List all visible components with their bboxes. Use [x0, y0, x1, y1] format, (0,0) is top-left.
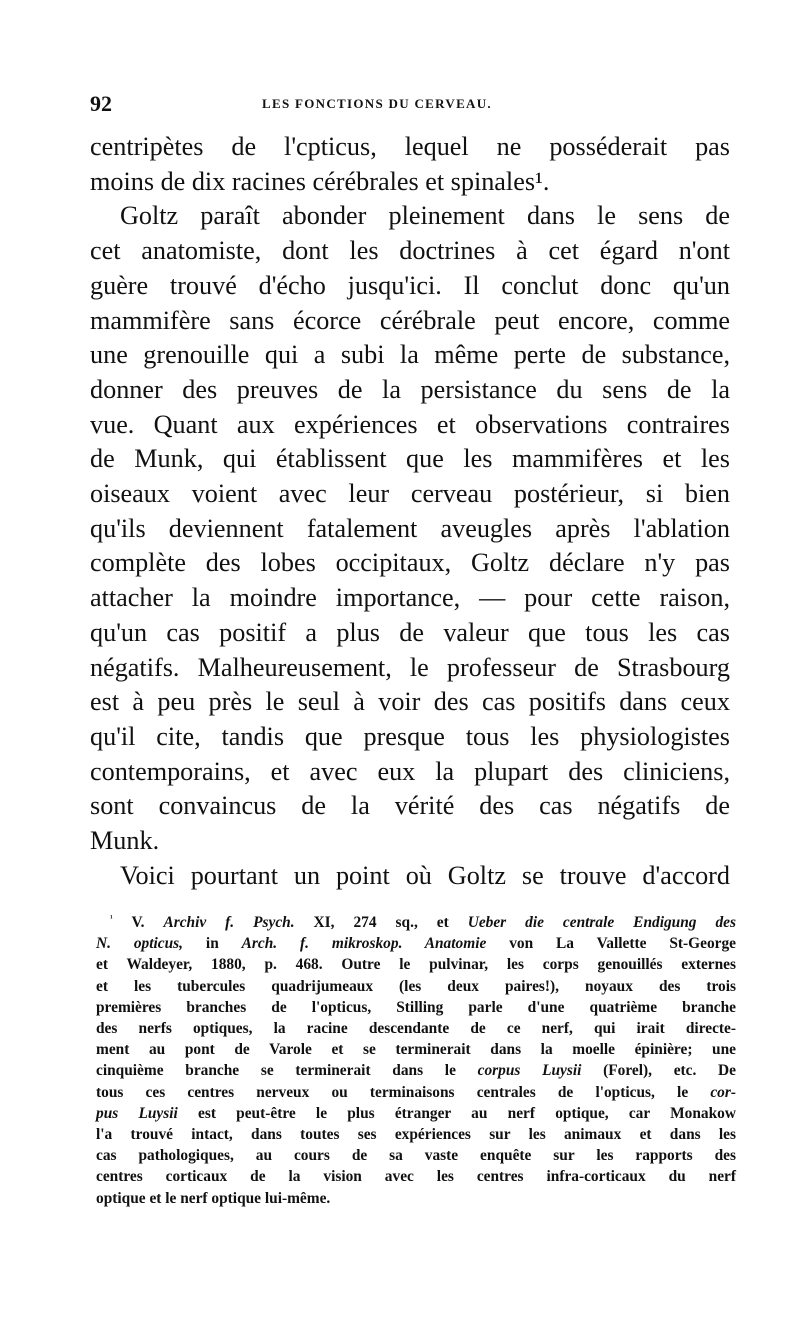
page-header — [90, 92, 726, 116]
body-text — [90, 130, 730, 893]
running-title: LES FONCTIONS DU CERVEAU. — [262, 96, 492, 111]
text-line: contemporains, et avec eux la plupart des cliniciens, — [90, 756, 730, 786]
text-line: est à peu près le seul à voir des cas positifs dans ceux — [90, 687, 730, 717]
text-line: complète des lobes occipitaux, Goltz déclare n'y pas — [90, 548, 730, 578]
footnote-line: optique et le nerf optique lui-même. — [96, 1189, 331, 1207]
text-line: mammifère sans écorce cérébrale peut encore, comme — [90, 305, 730, 335]
footnote-line: des nerfs optiques, la racine descendante de ce nerf, qui irait directe- — [96, 1020, 736, 1038]
text-line: qu'un cas positif a plus de valeur que tous les cas — [90, 617, 730, 647]
text-line: Voici pourtant un point où Goltz se trouve d'accord — [120, 860, 730, 890]
text-line: Munk. — [90, 826, 160, 856]
footnote-line: centres corticaux de la vision avec les centres infra-corticaux du nerf — [96, 1168, 736, 1186]
footnote-line: premières branches de l'opticus, Stilling parle d'une quatrième branche — [96, 998, 736, 1016]
footnote-line: et les tubercules quadrijumeaux (les deux paires!), noyaux des trois — [96, 977, 736, 995]
footnote-line: cinquième branche se terminerait dans le corpus Luysii (Forel), etc. De — [96, 1062, 736, 1080]
text-line: de Munk, qui établissent que les mammifères et les — [90, 444, 730, 474]
text-line: attacher la moindre importance, — pour cette raison, — [90, 583, 730, 613]
footnote-marker: ¹ — [110, 912, 113, 923]
text-line: qu'il cite, tandis que presque tous les physiologistes — [90, 721, 730, 751]
footnote-line: tous ces centres nerveux ou terminaisons centrales de l'opticus, le cor- — [96, 1083, 736, 1101]
text-line: cet anatomiste, dont les doctrines à cet égard n'ont — [90, 236, 730, 266]
footnote-line: et Waldeyer, 1880, p. 468. Outre le pulvinar, les corps genouillés externes — [96, 956, 736, 974]
text-line: Goltz paraît abonder pleinement dans le sens de — [120, 201, 730, 231]
text-line: moins de dix racines cérébrales et spinales¹. — [90, 166, 550, 196]
footnote-line: ment au pont de Varole et se terminerait dans la moelle épinière; une — [96, 1041, 736, 1059]
footnote-line: pus Luysii est peut-être le plus étranger au nerf optique, car Monakow — [96, 1104, 736, 1122]
text-line: oiseaux voient avec leur cerveau postérieur, si bien — [90, 479, 730, 509]
text-line: centripètes de l'cpticus, lequel ne posséderait pas — [90, 132, 730, 161]
text-line: sont convaincus de la vérité des cas négatifs de — [90, 791, 730, 821]
text-line: qu'ils deviennent fatalement aveugles après l'ablation — [90, 513, 730, 543]
text-line: donner des preuves de la persistance du sens de la — [90, 374, 730, 404]
page-number: 92 — [90, 91, 112, 116]
footnote-line: l'a trouvé intact, dans toutes ses expériences sur les animaux et dans les — [96, 1126, 736, 1144]
footnote-line: $^{^1}$ V. Archiv f. Psych. XI, 274 sq., et Ueber die centrale Endigung des — [110, 912, 736, 931]
text-line: négatifs. Malheureusement, le professeur de Strasbourg — [90, 652, 730, 682]
text-line: guère trouvé d'écho jusqu'ici. Il conclut donc qu'un — [90, 270, 730, 300]
text-line: vue. Quant aux expériences et observations contraires — [90, 409, 730, 439]
footnote-line: cas pathologiques, au cours de sa vaste enquête sur les rapports des — [96, 1147, 736, 1165]
text-line: une grenouille qui a subi la même perte de substance, — [90, 340, 730, 370]
footnote-line: N. opticus, in Arch. f. mikroskop. Anatomie von La Vallette St-George — [96, 935, 737, 953]
footnote — [96, 912, 736, 1209]
